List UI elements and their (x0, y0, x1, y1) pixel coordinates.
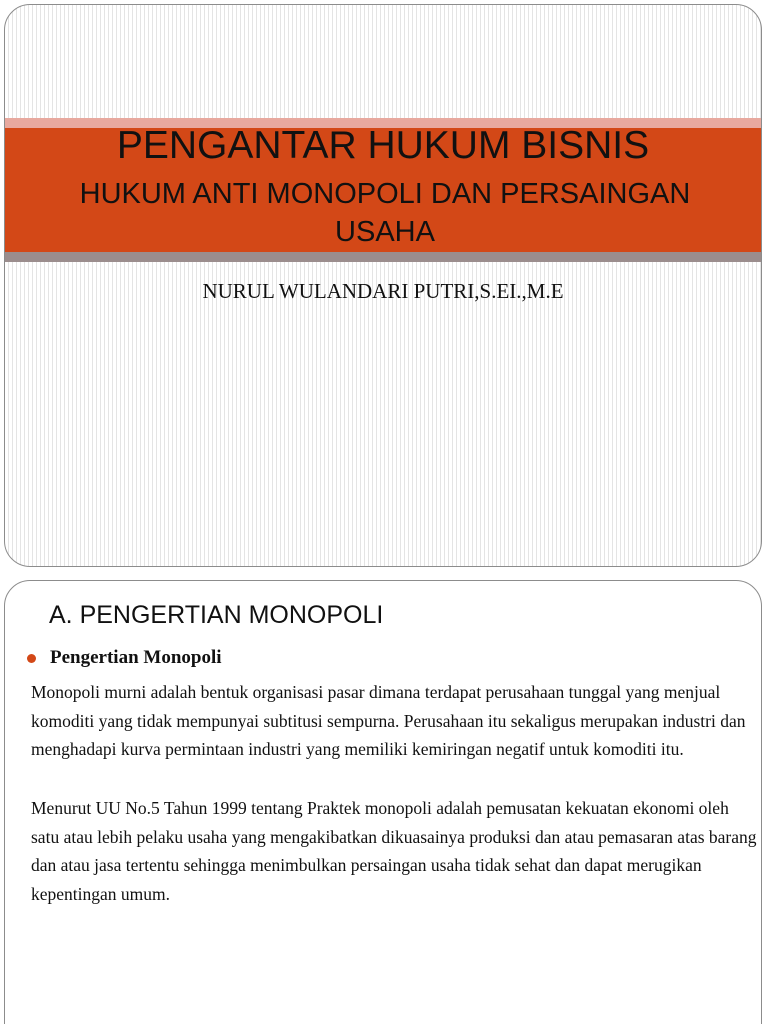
author-name: NURUL WULANDARI PUTRI,S.EI.,M.E (202, 279, 564, 303)
paragraph-legal-definition: Menurut UU No.5 Tahun 1999 tentang Praktek monopoli adalah pemusatan kekuatan ekonomi oleh satu atau lebih pelaku usaha yang mengakibatkan dikuasainya produksi dan atau pemasaran atas barang dan atau jasa tertentu sehingga menimbulkan persaingan usaha tidak sehat dan dapat merugikan kepentingan umum. (31, 798, 757, 904)
title-slide (4, 4, 762, 567)
content-slide (4, 580, 762, 1024)
bullet-label: Pengertian Monopoli (50, 647, 222, 668)
section-heading: A. PENGERTIAN MONOPOLI (49, 601, 384, 629)
paragraph-definition: Monopoli murni adalah bentuk organisasi pasar dimana terdapat perusahaan tunggal yang menjual komoditi yang tidak mempunyai subtitusi sempurna. Perusahaan itu sekaligus merupakan industri dan menghadapi kurva permintaan industri yang memiliki kemiringan negatif untuk komoditi itu. (31, 682, 746, 759)
title-band-bottom-stripe (5, 252, 761, 262)
slide-title: PENGANTAR HUKUM BISNIS (116, 124, 650, 167)
bullet-item (27, 646, 222, 670)
slide-subtitle: HUKUM ANTI MONOPOLI DAN PERSAINGAN USAHA (79, 178, 691, 248)
bullet-icon (27, 654, 36, 663)
